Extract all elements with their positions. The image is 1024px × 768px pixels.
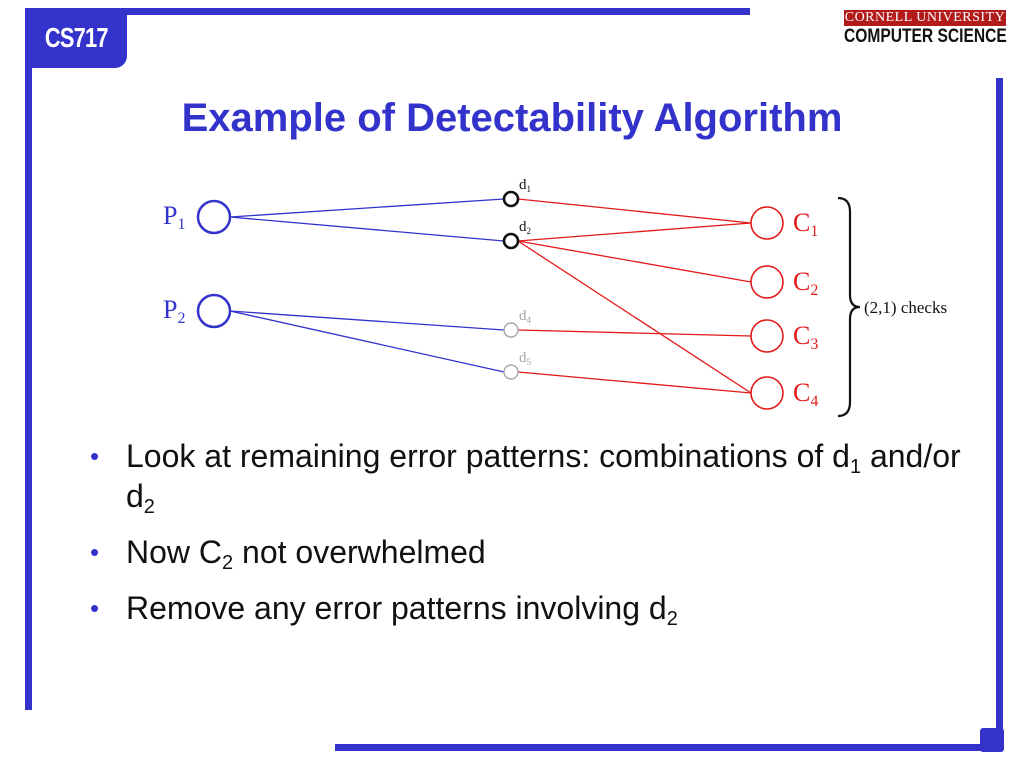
check-node-c1: [751, 207, 783, 239]
data-label-d1: $d_1$: [519, 177, 531, 194]
data-node-d2: [504, 234, 518, 248]
logo-department-line: COMPUTER SCIENCE: [844, 26, 1007, 47]
bullet-text: not overwhelmed: [233, 534, 486, 570]
bullet-list: [90, 436, 970, 644]
check-label-c3: C3: [793, 321, 819, 353]
data-label-d4: $d_4$: [519, 308, 531, 325]
bullet-text: Remove any error patterns involving d: [126, 590, 667, 626]
bullet-dot-icon: •: [90, 537, 100, 567]
subscript: 1: [849, 456, 862, 478]
edge-d1-C1: [518, 199, 751, 223]
data-node-d1: [504, 192, 518, 206]
bullet-item: [90, 436, 970, 516]
checks-brace: [838, 198, 860, 416]
processor-label-p1: P1: [163, 201, 186, 233]
edge-d4-C3: [518, 330, 751, 336]
subscript: 2: [666, 608, 678, 630]
logo-university-line: CORNELL UNIVERSITY: [844, 10, 1006, 25]
subscript: 2: [222, 552, 234, 574]
brace-label: (2,1) checks: [864, 298, 948, 317]
data-node-d5: [504, 365, 518, 379]
bullet-item: [90, 588, 970, 628]
data-label-d5: $d_5$: [519, 350, 531, 367]
edge-d5-C4: [518, 372, 751, 393]
slide-title: Example of Detectability Algorithm: [181, 96, 843, 140]
bullet-item: [90, 532, 970, 572]
edge-d2-C1: [518, 223, 751, 241]
edge-d2-C2: [518, 241, 751, 282]
bullet-dot-icon: •: [90, 441, 100, 471]
bullet-text: Now C: [126, 534, 223, 570]
data-label-d2: $d_2$: [519, 219, 531, 236]
check-node-c2: [751, 266, 783, 298]
edge-d2-C4: [518, 241, 751, 393]
check-label-c2: C2: [793, 267, 819, 299]
processor-node-p1: [198, 201, 230, 233]
subscript: 2: [143, 496, 155, 518]
course-tag-text: CS717: [44, 22, 108, 53]
check-node-c4: [751, 377, 783, 409]
check-label-c1: C1: [793, 208, 819, 240]
bullet-dot-icon: •: [90, 593, 100, 623]
data-node-d4: [504, 323, 518, 337]
bullet-text: and/or d: [126, 438, 961, 514]
processor-node-p2: [198, 295, 230, 327]
processor-label-p2: P2: [163, 295, 186, 327]
edge-P1-d2: [230, 217, 504, 241]
bullet-text: Look at remaining error patterns: combinations of d: [126, 438, 850, 474]
edge-P1-d1: [230, 199, 504, 217]
check-node-c3: [751, 320, 783, 352]
check-label-c4: C4: [793, 378, 819, 410]
